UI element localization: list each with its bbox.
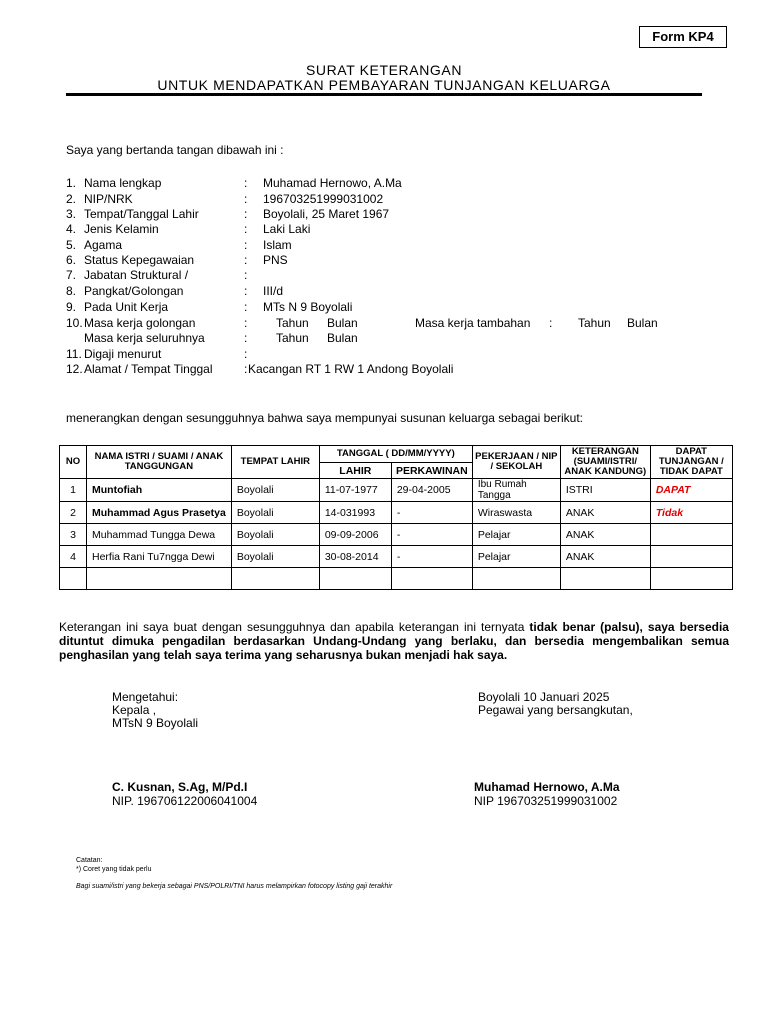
field-label: Masa kerja seluruhnya <box>84 331 205 345</box>
family-declaration: menerangkan dengan sesungguhnya bahwa saya mempunyai susunan keluarga sebagai berikut: <box>66 411 584 425</box>
intro-text: Saya yang bertanda tangan dibawah ini : <box>66 143 284 157</box>
form-code-box: Form KP4 <box>639 26 727 48</box>
row-keterangan: ANAK <box>560 502 650 524</box>
row-perkawinan: - <box>391 524 472 546</box>
field-colon: : <box>244 207 248 221</box>
field-label: Pada Unit Kerja <box>84 300 169 314</box>
field-number: 8. <box>66 284 77 298</box>
field-number: 4. <box>66 222 77 236</box>
field-colon: : <box>244 284 248 298</box>
field-label: Jabatan Struktural / <box>84 268 189 282</box>
row-perkawinan: 29-04-2005 <box>391 479 472 502</box>
field-value: PNS <box>263 253 288 267</box>
field-value: III/d <box>263 284 284 298</box>
statement-paragraph <box>59 620 729 662</box>
field-colon: : <box>244 176 248 190</box>
row-no: 4 <box>60 546 87 568</box>
header-nama: NAMA ISTRI / SUAMI / ANAK TANGGUNGAN <box>87 446 232 479</box>
note-1: *) Coret yang tidak perlu <box>76 866 152 873</box>
row-dapat: DAPAT <box>650 479 732 502</box>
row-perkawinan: - <box>391 546 472 568</box>
right-sign-line2: Pegawai yang bersangkutan, <box>478 703 633 717</box>
header-tanggal: TANGGAL ( DD/MM/YYYY) <box>319 446 472 463</box>
bulan-label: Bulan <box>327 316 358 330</box>
field-number: 3. <box>66 207 77 221</box>
row-perkawinan: - <box>391 502 472 524</box>
family-table <box>59 445 733 590</box>
field-number: 6. <box>66 253 77 267</box>
row-tempat: Boyolali <box>231 502 319 524</box>
field-colon: : <box>244 347 248 361</box>
row-pekerjaan: Pelajar <box>472 546 560 568</box>
field-colon: : <box>244 316 248 330</box>
field-colon: : <box>244 268 248 282</box>
field-label: Pangkat/Golongan <box>84 284 184 298</box>
field-colon: : <box>244 238 248 252</box>
field-value: Laki Laki <box>263 222 311 236</box>
row-tempat: Boyolali <box>231 546 319 568</box>
row-keterangan: ANAK <box>560 546 650 568</box>
row-nama: Muntofiah <box>87 479 232 502</box>
document-title: SURAT KETERANGAN <box>305 62 463 78</box>
field-value: Islam <box>263 238 292 252</box>
table-row <box>60 524 733 546</box>
row-lahir: 09-09-2006 <box>319 524 391 546</box>
field-value: Muhamad Hernowo, A.Ma <box>263 176 402 190</box>
field-colon: : <box>244 192 248 206</box>
field-colon: : <box>244 222 248 236</box>
field-value: Boyolali, 25 Maret 1967 <box>263 207 390 221</box>
field-number: 11. <box>66 347 82 361</box>
field-number: 12. <box>66 362 83 376</box>
masa-tambahan-label: Masa kerja tambahan <box>415 316 531 330</box>
header-tempat-lahir: TEMPAT LAHIR <box>231 446 319 479</box>
masa-tambahan-colon: : <box>549 316 553 330</box>
row-tempat: Boyolali <box>231 524 319 546</box>
tahun-label: Tahun <box>276 331 309 345</box>
empty-cell <box>472 568 560 590</box>
tahun-label: Tahun <box>276 316 309 330</box>
field-label: Jenis Kelamin <box>84 222 159 236</box>
field-label: Alamat / Tempat Tinggal <box>84 362 213 376</box>
header-lahir: LAHIR <box>319 463 391 479</box>
statement-normal-text: Keterangan ini saya buat dengan sesungguhnya dan apabila keterangan ini ternyata <box>59 620 530 634</box>
statement-bold-text: tidak benar (palsu), saya bersedia dituntut dimuka pengadilan berdasarkan Undang-Undang yang berlaku, dan bersedia mengembalikan semua penghasilan yang telah saya terima yang seharusnya bukan menjadi hak saya. <box>59 620 729 662</box>
row-nama: Muhammad Agus Prasetya <box>87 502 232 524</box>
note-2: Bagi suami/istri yang bekerja sebagai PNS/POLRI/TNI harus melampirkan fotocopy listing gaji terakhir <box>76 883 393 890</box>
row-no: 2 <box>60 502 87 524</box>
row-nama: Muhammad Tungga Dewa <box>87 524 232 546</box>
row-no: 1 <box>60 479 87 502</box>
field-number: 10. <box>66 316 83 330</box>
note-label: Catatan: <box>76 857 103 864</box>
tahun-label: Tahun <box>578 316 611 330</box>
header-dapat-tunjangan: DAPAT TUNJANGAN / TIDAK DAPAT <box>650 446 732 479</box>
table-row <box>60 479 733 502</box>
field-label: Agama <box>84 238 123 252</box>
field-number: 9. <box>66 300 77 314</box>
right-signer-name: Muhamad Hernowo, A.Ma <box>474 780 620 794</box>
empty-cell <box>650 568 732 590</box>
row-lahir: 14-031993 <box>319 502 391 524</box>
table-row <box>60 502 733 524</box>
title-underline <box>66 93 702 96</box>
header-keterangan: KETERANGAN (SUAMI/ISTRI/ ANAK KANDUNG) <box>560 446 650 479</box>
row-tempat: Boyolali <box>231 479 319 502</box>
field-colon: : <box>244 300 248 314</box>
field-label: Nama lengkap <box>84 176 162 190</box>
field-value: MTs N 9 Boyolali <box>263 300 353 314</box>
row-lahir: 30-08-2014 <box>319 546 391 568</box>
field-label: Status Kepegawaian <box>84 253 195 267</box>
field-label: Tempat/Tanggal Lahir <box>84 207 199 221</box>
left-signer-name: C. Kusnan, S.Ag, M/Pd.I <box>112 780 248 794</box>
row-keterangan: ISTRI <box>560 479 650 502</box>
row-dapat <box>650 546 732 568</box>
field-label: NIP/NRK <box>84 192 133 206</box>
left-signer-nip: NIP. 196706122006041004 <box>112 794 258 808</box>
empty-cell <box>87 568 232 590</box>
empty-cell <box>560 568 650 590</box>
row-pekerjaan: Wiraswasta <box>472 502 560 524</box>
field-colon: : <box>244 362 248 376</box>
field-colon: : <box>244 331 248 345</box>
field-number: 1. <box>66 176 77 190</box>
header-perkawinan: PERKAWINAN <box>391 463 472 479</box>
row-keterangan: ANAK <box>560 524 650 546</box>
empty-cell <box>319 568 391 590</box>
header-pekerjaan: PEKERJAAN / NIP / SEKOLAH <box>472 446 560 479</box>
field-value: Kacangan RT 1 RW 1 Andong Boyolali <box>248 362 454 376</box>
row-pekerjaan: Pelajar <box>472 524 560 546</box>
table-row <box>60 546 733 568</box>
empty-cell <box>231 568 319 590</box>
row-pekerjaan: Ibu Rumah Tangga <box>472 479 560 502</box>
field-label: Masa kerja golongan <box>84 316 196 330</box>
field-value: 196703251999031002 <box>263 192 384 206</box>
row-no: 3 <box>60 524 87 546</box>
empty-cell <box>391 568 472 590</box>
field-label: Digaji menurut <box>84 347 162 361</box>
right-signer-nip: NIP 196703251999031002 <box>474 794 618 808</box>
field-number: 5. <box>66 238 77 252</box>
field-number: 7. <box>66 268 77 282</box>
field-number: 2. <box>66 192 77 206</box>
row-nama: Herfia Rani Tu7ngga Dewi <box>87 546 232 568</box>
right-sign-line1: Boyolali 10 Januari 2025 <box>478 690 610 704</box>
bulan-label: Bulan <box>627 316 658 330</box>
row-dapat: Tidak <box>650 502 732 524</box>
document-subtitle: UNTUK MENDAPATKAN PEMBAYARAN TUNJANGAN KELUARGA <box>157 77 611 93</box>
left-sign-line3: MTsN 9 Boyolali <box>112 716 199 730</box>
row-lahir: 11-07-1977 <box>319 479 391 502</box>
left-sign-line2: Kepala , <box>112 703 157 717</box>
empty-cell <box>60 568 87 590</box>
left-sign-line1: Mengetahui: <box>112 690 179 704</box>
field-colon: : <box>244 253 248 267</box>
row-dapat <box>650 524 732 546</box>
header-no: NO <box>60 446 87 479</box>
bulan-label: Bulan <box>327 331 358 345</box>
